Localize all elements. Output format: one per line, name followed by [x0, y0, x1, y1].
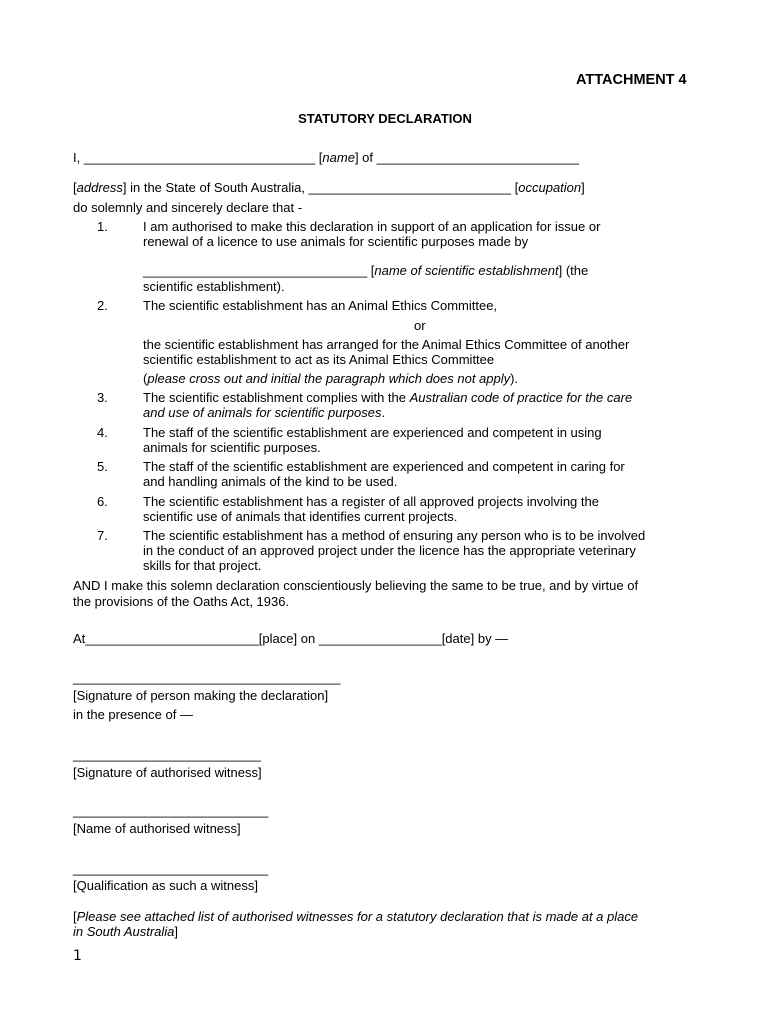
note-text: in South Australia: [73, 924, 175, 939]
witness-note: [73, 909, 638, 925]
item-text: scientific establishment).: [143, 279, 285, 294]
signature-line: _____________________________________: [73, 670, 341, 685]
text: (: [143, 371, 148, 386]
establishment-placeholder: name of scientific establishment: [374, 263, 559, 278]
item-text: The scientific establishment has a method of ensuring any person who is to be involved: [143, 528, 646, 543]
presence-text: in the presence of —: [73, 707, 193, 722]
text: The scientific establishment complies with the: [143, 390, 410, 405]
text: ]: [581, 180, 585, 195]
item-text: I am authorised to make this declaration in support of an application for issue or: [143, 219, 601, 234]
note-text: Please see attached list of authorised witnesses for a statutory declaration that is made at a place: [76, 909, 639, 924]
text: ]: [174, 924, 179, 939]
code-title: and use of animals for scientific purposes: [143, 405, 382, 420]
text: [: [73, 909, 77, 924]
witness-note: [73, 924, 178, 940]
item-text: The staff of the scientific establishment are experienced and competent in caring for: [143, 459, 625, 474]
document-title: STATUTORY DECLARATION: [298, 111, 472, 126]
item-number: 5.: [97, 459, 108, 474]
code-title: Australian code of practice for the care: [409, 390, 633, 405]
closing-text: the provisions of the Oaths Act, 1936.: [73, 594, 290, 609]
item-text: The scientific establishment has an Animal Ethics Committee,: [143, 298, 498, 313]
item-text: renewal of a licence to use animals for scientific purposes made by: [143, 234, 529, 249]
witness-qualification-line: ___________________________: [73, 861, 269, 876]
item-number: 6.: [97, 494, 108, 509]
page-number: 1: [73, 948, 82, 964]
item-number: 7.: [97, 528, 108, 543]
attachment-label: ATTACHMENT 4: [576, 72, 687, 88]
text: ] (the: [558, 263, 589, 278]
item-text: scientific establishment to act as its Animal Ethics Committee: [143, 352, 495, 367]
item-text: skills for that project.: [143, 558, 262, 573]
text: .: [381, 405, 386, 420]
text: ).: [510, 371, 519, 386]
item-text: animals for scientific purposes.: [143, 440, 321, 455]
item-number: 3.: [97, 390, 108, 405]
item-text: The scientific establishment has a register of all approved projects involving the: [143, 494, 599, 509]
item-text: The staff of the scientific establishment are experienced and competent in using: [143, 425, 602, 440]
item-number: 4.: [97, 425, 108, 440]
text: [: [73, 180, 77, 195]
or-separator: or: [414, 318, 426, 333]
declarant-line-2: [73, 180, 585, 196]
closing-text: AND I make this solemn declaration conscientiously believing the same to be true, and by virtue of: [73, 578, 639, 593]
item-number: 2.: [97, 298, 108, 313]
declare-intro: do solemnly and sincerely declare that -: [73, 200, 303, 215]
item-text: scientific use of animals that identifies current projects.: [143, 509, 458, 524]
signature-label: [Signature of person making the declaration]: [73, 688, 329, 703]
item-text: [143, 390, 632, 406]
address-placeholder: address: [76, 180, 123, 195]
text: ] in the State of South Australia, ____________________________ [: [122, 180, 519, 195]
item-text: [143, 263, 588, 279]
text: _______________________________ [: [143, 263, 375, 278]
witness-qualification-label: [Qualification as such a witness]: [73, 878, 258, 893]
declarant-line-1: [73, 150, 579, 166]
text: ] of ____________________________: [354, 150, 580, 165]
item-text: [143, 371, 518, 387]
name-placeholder: name: [322, 150, 355, 165]
witness-name-line: ___________________________: [73, 803, 269, 818]
item-text: in the conduct of an approved project under the licence has the appropriate veterinary: [143, 543, 636, 558]
text: I, ________________________________ [: [73, 150, 323, 165]
witness-name-label: [Name of authorised witness]: [73, 821, 241, 836]
item-text: the scientific establishment has arranged for the Animal Ethics Committee of another: [143, 337, 630, 352]
occupation-placeholder: occupation: [518, 180, 582, 195]
place-date-line: At________________________[place] on _________________[date] by —: [73, 631, 509, 646]
item-number: 1.: [97, 219, 108, 234]
instruction-text: please cross out and initial the paragraph which does not apply: [147, 371, 511, 386]
item-text: [143, 405, 385, 421]
witness-signature-label: [Signature of authorised witness]: [73, 765, 262, 780]
witness-signature-line: __________________________: [73, 747, 261, 762]
item-text: and handling animals of the kind to be used.: [143, 474, 398, 489]
